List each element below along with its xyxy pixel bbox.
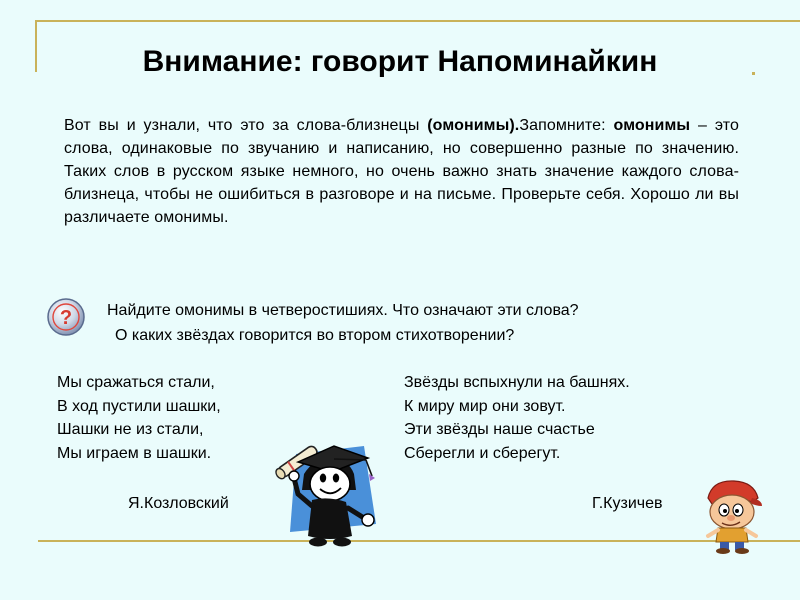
poem-line: К миру мир они зовут. (404, 397, 566, 415)
question-line-1: Найдите омонимы в четверостишиях. Что означают эти слова? (107, 302, 579, 319)
poem-left (57, 371, 221, 465)
poem-line: Эти звёзды наше счастье (404, 421, 595, 438)
intro-bold-homonyms: (омонимы). (427, 117, 520, 134)
boy-cartoon-illustration (700, 478, 764, 554)
intro-text-2: Запомните: (519, 117, 614, 134)
poem-line: Сберегли и сберегут. (404, 444, 561, 462)
poem-line: В ход пустили шашки, (57, 397, 221, 415)
scholar-cartoon-illustration (268, 432, 398, 552)
poem-right-author: Г.Кузичев (592, 495, 663, 512)
poem-line: Шашки не из стали, (57, 421, 204, 438)
frame-accent-dot (752, 72, 755, 75)
poem-right (404, 371, 630, 465)
poem-line: Мы играем в шашки. (57, 444, 212, 462)
intro-paragraph (64, 114, 739, 229)
intro-text-3: – это слова, одинаковые по звучанию и написанию, но совершенно разные по значению. Таких слов в русском языке немного, но очень важно знать значение каждого слова-близнеца, чтобы не ошибиться в разговоре и на письме. Проверьте себя. Хорошо ли вы различаете омонимы. (64, 117, 740, 226)
poem-line: Звёзды вспыхнули на башнях. (404, 374, 630, 391)
frame-bottom-line (38, 540, 800, 542)
intro-bold-term: омонимы (613, 117, 691, 134)
svg-text:?: ? (59, 307, 73, 329)
frame-top-line (35, 20, 800, 22)
poem-left-author: Я.Козловский (128, 495, 229, 512)
question-line-2: О каких звёздах говорится во втором стихотворении? (115, 327, 515, 344)
question-mark-icon (46, 297, 86, 337)
poem-line: Мы сражаться стали, (57, 374, 215, 391)
intro-text-1: Вот вы и узнали, что это за слова-близнецы (64, 117, 428, 134)
page-title: Внимание: говорит Напоминайкин (142, 45, 658, 78)
frame-left-line (35, 20, 37, 72)
